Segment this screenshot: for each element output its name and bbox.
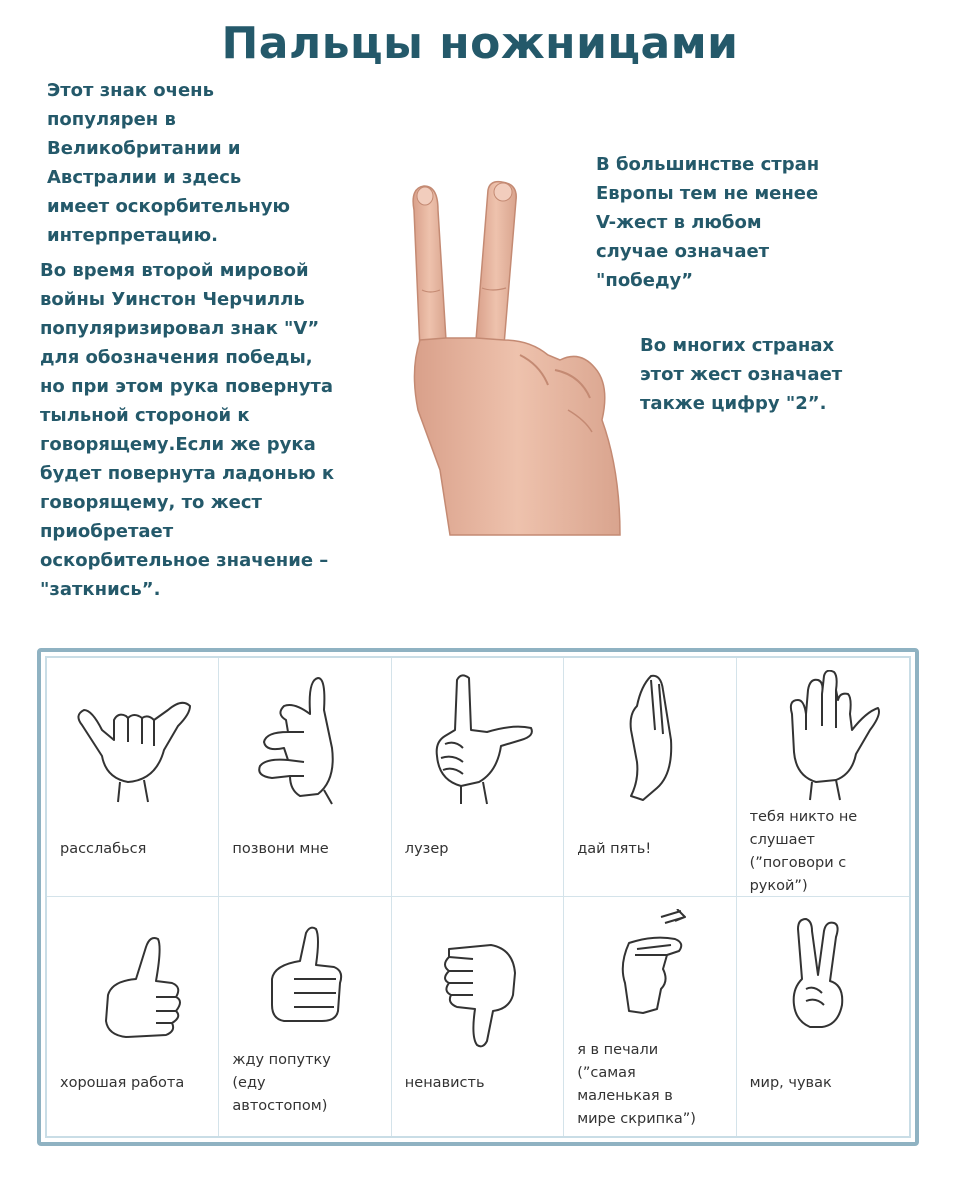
gesture-cell [219, 897, 391, 1136]
gesture-cell [219, 658, 391, 897]
gesture-caption: хорошая работа [60, 1075, 185, 1091]
gesture-cell [392, 658, 564, 897]
gesture-caption: расслабься [60, 841, 147, 857]
peace-hand-icon [762, 909, 882, 1049]
text-uk-australia: Этот знак очень популярен в Великобритании и Австралии и здесь имеет оскорбительную интерпретацию. [47, 80, 290, 246]
gesture-caption: жду попутку (еду автостопом) [232, 1052, 331, 1114]
hitchhike-thumb-icon [244, 909, 364, 1049]
gesture-cell [392, 897, 564, 1136]
page-title: Пальцы ножницами [221, 18, 739, 69]
gesture-caption: позвони мне [232, 841, 329, 857]
gesture-cell [47, 658, 219, 897]
gesture-cell [737, 658, 909, 897]
talk-to-hand-icon [762, 670, 882, 810]
gesture-caption: мир, чувак [749, 1075, 832, 1091]
gesture-cell [737, 897, 909, 1136]
loser-hand-icon [417, 670, 537, 810]
text-churchill: Во время второй мировой войны Уинстон Черчилль популяризировал знак "V” для обозначения победы, но при этом рука повернута тыльной стороной к говорящему.Если же рука будет повернута ладонью к говорящему, то жест приобретает оскорбительное значение – "заткнись”. [40, 260, 335, 600]
gesture-cell [47, 897, 219, 1136]
tiny-violin-hand-icon [589, 909, 709, 1049]
gesture-caption: я в печали (”самая маленькая в мире скрипка”) [577, 1042, 696, 1127]
shaka-hand-icon [72, 670, 192, 810]
gesture-table [37, 648, 919, 1146]
thumbs-up-icon [72, 909, 192, 1049]
thumbs-down-icon [417, 909, 537, 1049]
gesture-cell [564, 897, 736, 1136]
text-europe: В большинстве стран Европы тем не менее V-жест в любом случае означает "победу” [596, 154, 820, 291]
text-number-two: Во многих странах этот жест означает также цифру "2”. [640, 335, 843, 414]
gesture-caption: тебя никто не слушает (”поговори с рукой”) [749, 809, 858, 894]
gesture-caption: ненависть [404, 1075, 485, 1091]
gesture-caption: лузер [404, 841, 449, 857]
high-five-hand-icon [589, 670, 709, 810]
call-me-hand-icon [244, 670, 364, 810]
gesture-caption: дай пять! [577, 841, 652, 857]
gesture-cell [564, 658, 736, 897]
v-sign-hand-photo [380, 170, 630, 540]
